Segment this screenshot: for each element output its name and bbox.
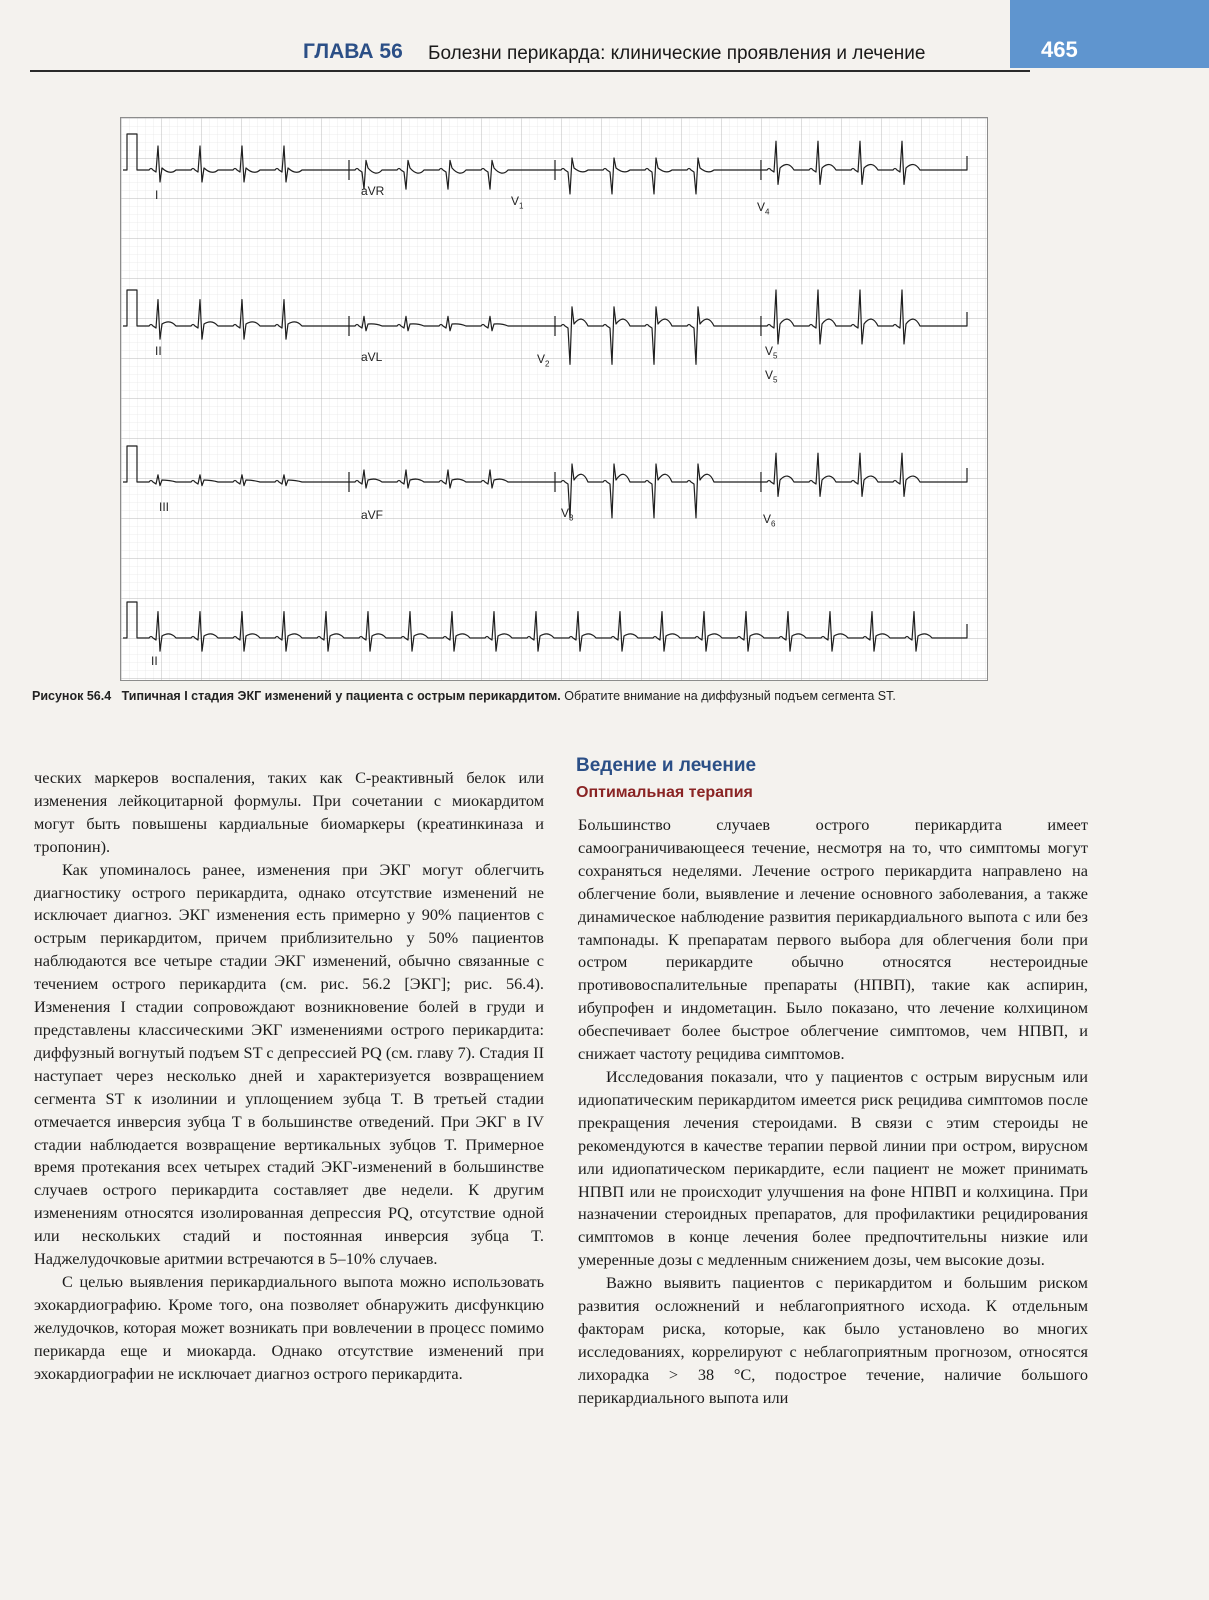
lead-label-II: II bbox=[155, 344, 162, 358]
lead-label-aVR: aVR bbox=[361, 184, 385, 198]
subsection-title: Оптимальная терапия bbox=[576, 784, 753, 801]
caption-title: Типичная I стадия ЭКГ изменений у пациента с острым перикардитом. bbox=[121, 689, 561, 703]
left-column bbox=[34, 767, 544, 1385]
caption-label: Рисунок 56.4 bbox=[32, 689, 112, 703]
lead-label-II-rhythm: II bbox=[151, 654, 158, 668]
lead-label-V5-upper: $V_5$ bbox=[765, 344, 778, 361]
figure-caption bbox=[32, 687, 1092, 705]
lead-label-aVF: aVF bbox=[361, 508, 384, 522]
right-paragraph-2: Исследования показали, что у пациентов с острым вирусным или идиопатическим перикардитом имеется риск рецидива симптомов после прекращения лечения стероидами. В связи с этим стероиды не рекомендуются в качестве терапии первой линии при остром, вирусном или идиопатическом перикардите, если пациент не может принимать НПВП или не происходит улучшения на фоне НПВП и колхицина. При назначении стероидных препаратов, для профилактики рецидирования симптомов в конце лечения более предпочтительны низкие или умеренные дозы с медленным снижением дозы, чем высокие дозы. bbox=[578, 1066, 1088, 1270]
page-number-tab bbox=[1010, 0, 1209, 68]
ecg-tracing bbox=[121, 118, 987, 680]
header-rule bbox=[30, 70, 1030, 72]
left-paragraph-3: С целью выявления перикардиального выпота можно использовать эхокардиографию. Кроме того, она позволяет обнаружить дисфункцию желудочков, которая может возникать при вовлечении в процесс помимо перикарда еще и миокарда. Однако отсутствие изменений при эхокардиографии не исключает диагноз острого перикардита. bbox=[34, 1271, 544, 1383]
lead-label-V5: $V_5$ bbox=[765, 368, 778, 385]
lead-label-V6: $V_6$ bbox=[763, 512, 776, 529]
chapter-title: Болезни перикарда: клинические проявления и лечение bbox=[428, 43, 926, 64]
chapter-label: ГЛАВА 56 bbox=[303, 40, 403, 63]
lead-label-I: I bbox=[155, 188, 159, 202]
lead-label-V2: $V_2$ bbox=[537, 352, 550, 369]
lead-label-V1: $V_1$ bbox=[511, 194, 524, 211]
lead-label-III: III bbox=[159, 500, 170, 514]
left-paragraph-1: ческих маркеров воспаления, таких как С-реактивный белок или изменения лейкоцитарной формулы. При сочетании с миокардитом могут быть повышены кардиальные биомаркеры (креатинкиназа и тропонин). bbox=[34, 768, 544, 856]
lead-label-V3: $V_3$ bbox=[561, 506, 574, 523]
ecg-grid bbox=[121, 118, 987, 680]
page-number: 465 bbox=[1041, 37, 1078, 62]
caption-text: Обратите внимание на диффузный подъем сегмента ST. bbox=[564, 689, 896, 703]
ecg-figure bbox=[120, 117, 988, 681]
section-title: Ведение и лечение bbox=[576, 755, 757, 776]
left-paragraph-2: Как упоминалось ранее, изменения при ЭКГ могут облегчить диагностику острого перикардита, однако отсутствие изменений не исключает диагноз. ЭКГ изменения есть примерно у 90% пациентов с острым перикардитом, причем приблизительно у 50% пациентов наблюдаются все четыре стадии ЭКГ изменений, обычно связанные с течением острого перикардита (см. рис. 56.2 [ЭКГ]; рис. 56.4). Изменения I стадии сопровождают возникновение болей в груди и представлены классическими ЭКГ изменениями острого перикардита: диффузный вогнутый подъем ST с депрессией PQ (см. главу 7). Стадия II наступает через несколько дней и характеризуется возвращением сегмента ST к изолинии и уплощением зубца T. В третьей стадии отмечается инверсия зубца T в большинстве отведений. При ЭКГ в IV стадии наблюдается возвращение вертикальных зубцов T. Примерное время протекания всех четырех стадий ЭКГ-изменений в большинстве случаев острого перикардита составляет две недели. К другим изменениям относятся изолированная депрессия PQ, отсутствие одной или нескольких стадий и постоянная инверсия зубца T. Наджелудочковые аритмии встречаются в 5–10% случаев. bbox=[34, 859, 544, 1269]
lead-label-aVL: aVL bbox=[361, 350, 383, 364]
right-paragraph-1: Большинство случаев острого перикардита имеет самоограничивающееся течение, несмотря на то, что симптомы могут сохраняться неделями. Лечение острого перикардита направлено на облегчение боли, выявление и лечение основного заболевания, а также динамическое наблюдение развития перикардиального выпота с или без тампонады. К препаратам первого выбора для облегчения боли при остром перикардите обычно относятся нестероидные противовоспалительные препараты (НПВП), такие как аспирин, ибупрофен и индометацин. Было показано, что лечение колхицином обеспечивает более быстрое облегчение симптомов, чем НПВП, и снижает частоту рецидива симптомов. bbox=[578, 815, 1088, 1064]
lead-label-V4: $V_4$ bbox=[757, 200, 770, 217]
right-paragraph-3: Важно выявить пациентов с перикардитом и большим риском развития осложнений и неблагоприятного исхода. К отдельным факторам риска, которые, как было установлено во многих исследованиях, коррелируют с неблагоприятным прогнозом, относятся лихорадка > 38 °C, подострое течение, наличие большого перикардиального выпота или bbox=[578, 1273, 1088, 1407]
right-column bbox=[578, 814, 1088, 1410]
